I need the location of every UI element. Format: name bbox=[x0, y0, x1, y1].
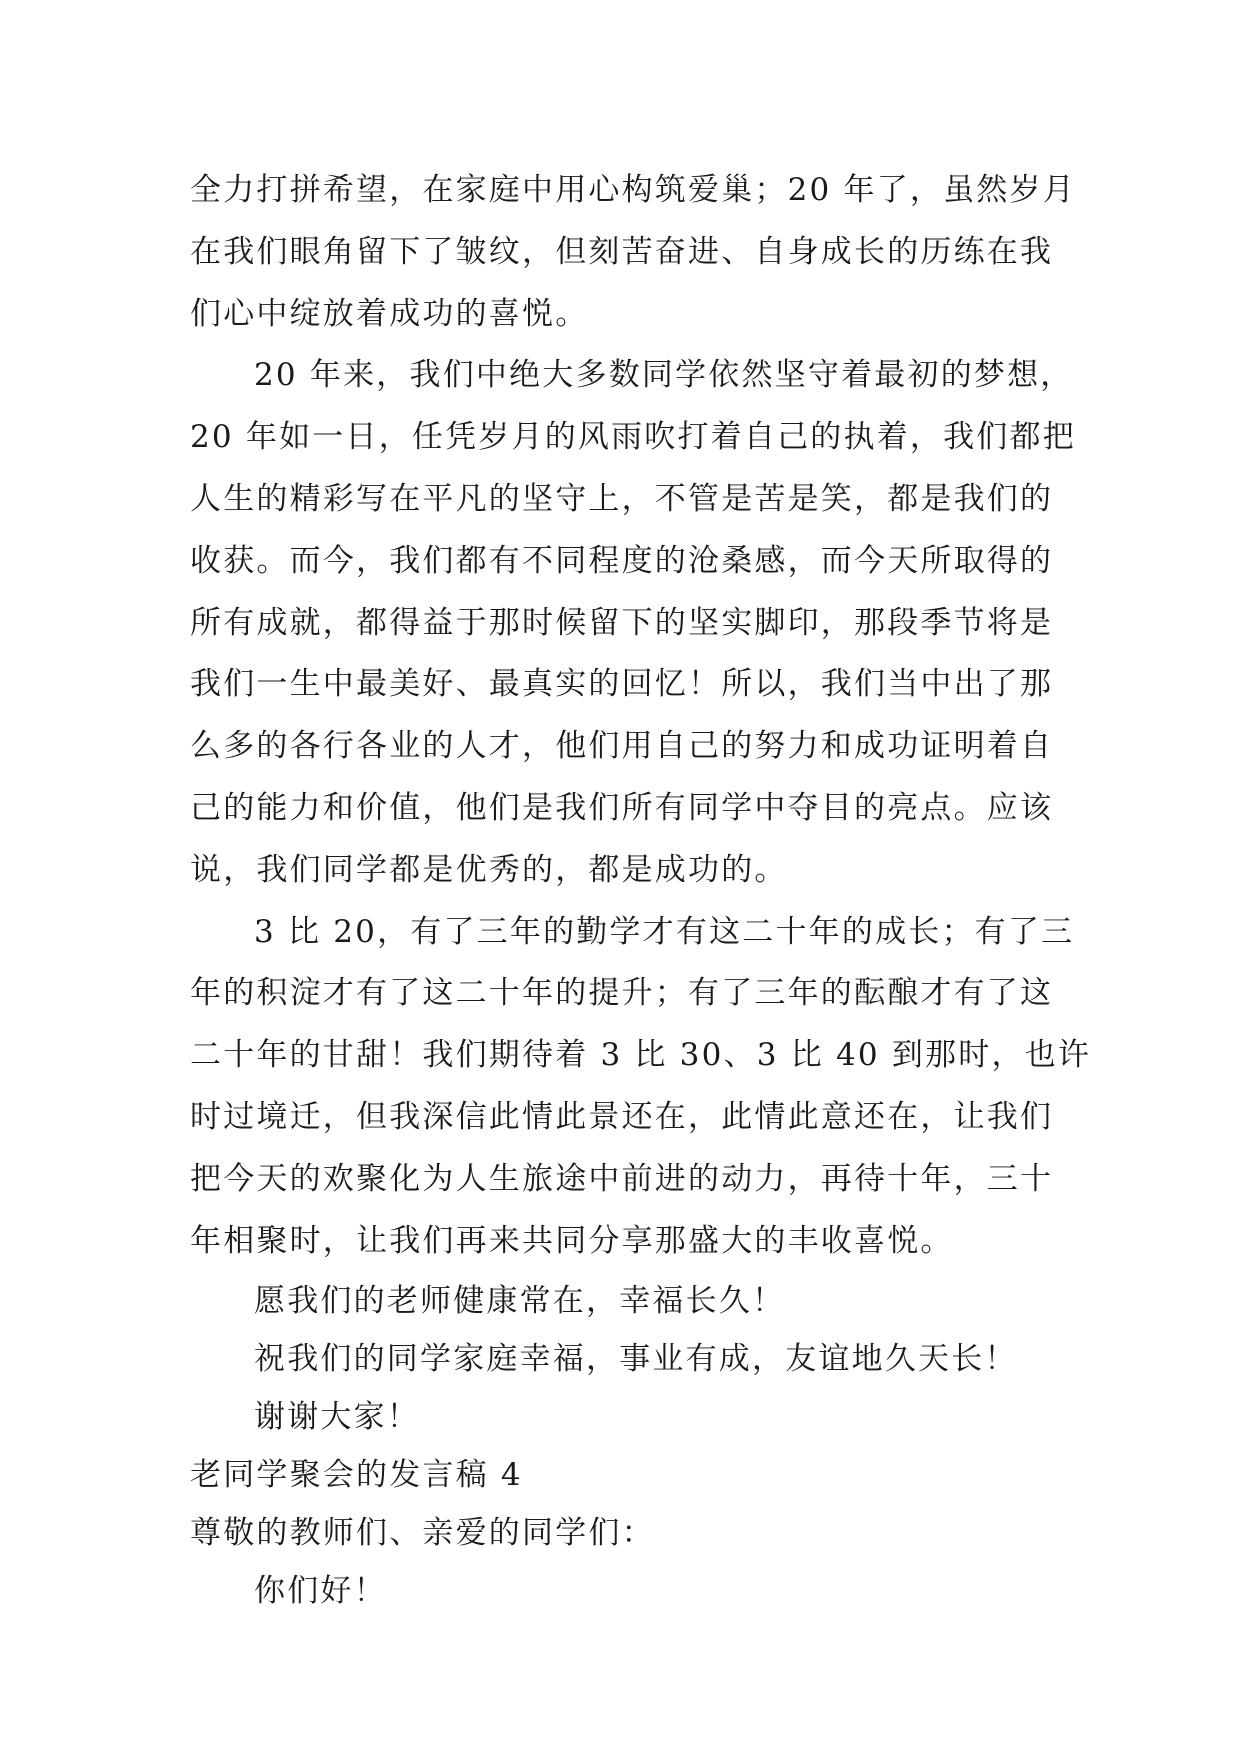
closing-wish-teachers: 愿我们的老师健康常在，幸福长久！ bbox=[254, 1283, 786, 1320]
closing-wish-classmates: 祝我们的同学家庭幸福，事业有成，友谊地久天长！ bbox=[254, 1341, 1018, 1378]
paragraph-line: 收获。而今，我们都有不同程度的沧桑感，而今天所取得的 bbox=[190, 542, 1054, 579]
paragraph-line: 二十年的甘甜！我们期待着 3 比 30、3 比 40 到那时，也许 bbox=[190, 1037, 1092, 1074]
document-body bbox=[190, 160, 1092, 1620]
paragraph-line: 在我们眼角留下了皱纹，但刻苦奋进、自身成长的历练在我 bbox=[190, 233, 1054, 270]
paragraph-line: 全力打拼希望，在家庭中用心构筑爱巢；20 年了，虽然岁月 bbox=[190, 172, 1076, 208]
paragraph-line: 年相聚时，让我们再来共同分享那盛大的丰收喜悦。 bbox=[190, 1222, 954, 1259]
paragraph-line: 们心中绽放着成功的喜悦。 bbox=[190, 295, 589, 332]
greeting: 你们好！ bbox=[254, 1573, 387, 1610]
paragraph-line: 所有成就，都得益于那时候留下的坚实脚印，那段季节将是 bbox=[190, 604, 1054, 641]
paragraph-line: 20 年来，我们中绝大多数同学依然坚守着最初的梦想， bbox=[254, 357, 1074, 394]
paragraph-line: 把今天的欢聚化为人生旅途中前进的动力，再待十年，三十 bbox=[190, 1160, 1054, 1197]
salutation: 尊敬的教师们、亲爱的同学们： bbox=[190, 1515, 655, 1552]
paragraph-line: 3 比 20，有了三年的勤学才有这二十年的成长；有了三 bbox=[254, 913, 1075, 950]
paragraph-line: 么多的各行各业的人才，他们用自己的努力和成功证明着自 bbox=[190, 728, 1054, 765]
paragraph-line: 年的积淀才有了这二十年的提升；有了三年的酝酿才有了这 bbox=[190, 975, 1054, 1012]
paragraph-line: 20 年如一日，任凭岁月的风雨吹打着自己的执着，我们都把 bbox=[190, 419, 1076, 456]
paragraph-line: 我们一生中最美好、最真实的回忆！所以，我们当中出了那 bbox=[190, 666, 1054, 703]
paragraph-line: 人生的精彩写在平凡的坚守上，不管是苦是笑，都是我们的 bbox=[190, 480, 1054, 517]
closing-thanks: 谢谢大家！ bbox=[254, 1399, 420, 1436]
section-heading: 老同学聚会的发言稿 4 bbox=[190, 1457, 523, 1494]
paragraph-line: 己的能力和价值，他们是我们所有同学中夺目的亮点。应该 bbox=[190, 789, 1054, 826]
paragraph-line: 时过境迁，但我深信此情此景还在，此情此意还在，让我们 bbox=[190, 1098, 1054, 1135]
paragraph-line: 说，我们同学都是优秀的，都是成功的。 bbox=[190, 851, 788, 888]
